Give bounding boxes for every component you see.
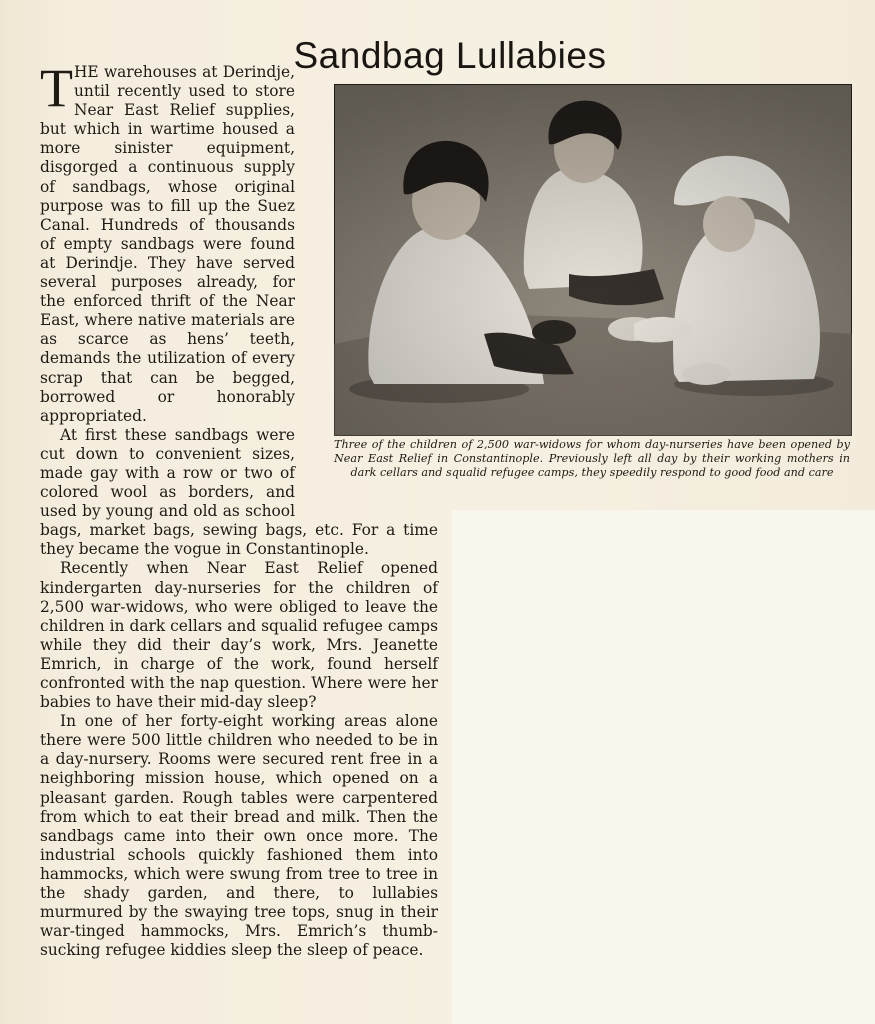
- article-paragraph-4: In one of her forty-eight working areas alone there were 500 little children who needed to be in a day-nursery. Rooms were secured rent free in a neighboring mission house, which opened on a pleasant garden. Rough tables were carpentered from which to eat their bread and milk. Then the sandbags came into their own once more. The industrial schools quickly fashioned them into hammocks, which were swung from tree to tree in the shady garden, and there, to lullabies murmured by the swaying tree tops, snug in their war-tinged hammocks, Mrs. Emrich’s thumb-sucking refugee kiddies sleep the sleep of peace.: [40, 712, 438, 960]
- photo-caption: Three of the children of 2,500 war-widows for whom day-nurseries have been opened by Near East Relief in Constantinople. Previously left all day by their working mothers in dark cellars and squalid refugee camps, they speedily respond to good food and care: [334, 438, 850, 480]
- drop-cap: T: [40, 58, 73, 118]
- article-paragraph-3: Recently when Near East Relief opened kindergarten day-nurseries for the children of 2,500 war-widows, who were obliged to leave the children in dark cellars and squalid refugee camps while they did their day’s work, Mrs. Jeanette Emrich, in charge of the work, found herself confronted with the nap question. Where were her babies to have their mid-day sleep?: [40, 559, 438, 712]
- article-paragraph-2: At first these sandbags were cut down to convenient sizes, made gay with a row or two of colored wool as borders, and used by young and old as school bags, market bags, sewing bags, etc. For a time they became the vogue in Constantinople.: [40, 425, 438, 559]
- photo-vignette: [334, 84, 852, 436]
- blank-paper-area: [452, 510, 875, 1024]
- paragraph-1-text: HE warehouses at Derindje, until recently used to store Near East Relief supplies, but which in wartime housed a more sinister equipment, disgorged a continuous supply of sandbags, whose original purpose was to fill up the Suez Canal. Hundreds of thousands of empty sandbags were found at Derindje. They have served several purposes already, for the enforced thrift of the Near East, where native materials are as scarce as hens’ teeth, demands the utilization of every scrap that can be begged, borrowed or honorably appropriated.: [40, 63, 295, 425]
- photo-illustration: [334, 84, 852, 436]
- article-title: Sandbag Lullabies: [293, 34, 607, 76]
- children-photo: [334, 84, 852, 436]
